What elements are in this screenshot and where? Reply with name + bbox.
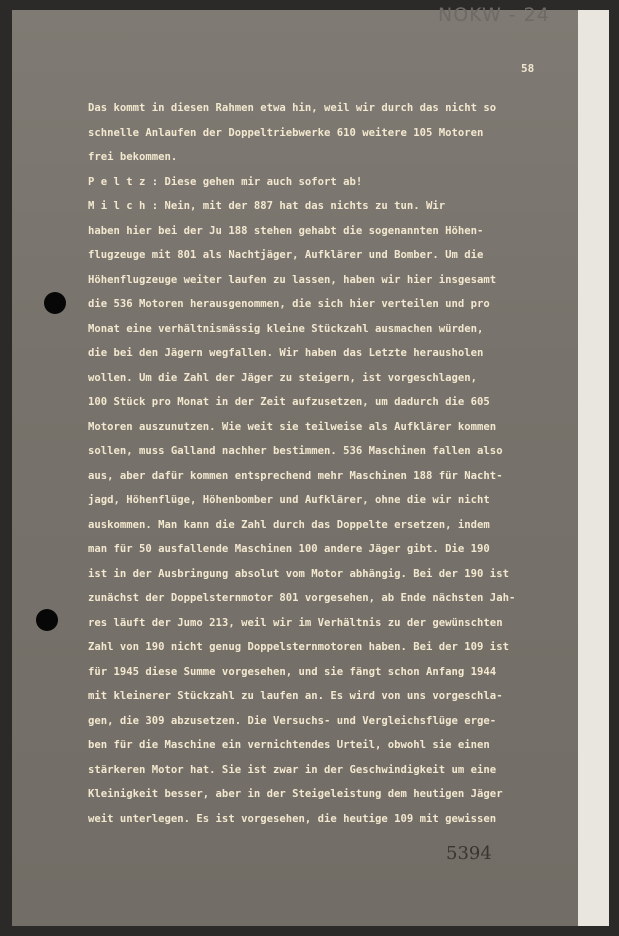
- text-line: die 536 Motoren herausgenommen, die sich hier verteilen und pro: [88, 298, 490, 310]
- text-line: sollen, muss Galland nachher bestimmen. 536 Maschinen fallen also: [88, 445, 503, 457]
- text-line: ist in der Ausbringung absolut vom Motor abhängig. Bei der 190 ist: [88, 567, 509, 580]
- text-line: die bei den Jägern wegfallen. Wir haben das Letzte herausholen: [88, 347, 484, 359]
- text-line: auskommen. Man kann die Zahl durch das Doppelte ersetzen, indem: [88, 518, 490, 531]
- text-line: flugzeuge mit 801 als Nachtjäger, Aufklärer und Bomber. Um die: [88, 249, 484, 261]
- text-line: Monat eine verhältnismässig kleine Stückzahl ausmachen würden,: [88, 322, 484, 335]
- text-line: mit kleinerer Stückzahl zu laufen an. Es wird von uns vorgeschla-: [88, 690, 503, 702]
- text-line: Das kommt in diesen Rahmen etwa hin, weil wir durch das nicht so: [88, 102, 497, 114]
- page-number: 58: [521, 62, 535, 75]
- text-line: Höhenflugzeuge weiter laufen zu lassen, haben wir hier insgesamt: [88, 273, 497, 286]
- text-line: man für 50 ausfallende Maschinen 100 andere Jäger gibt. Die 190: [88, 543, 490, 555]
- text-line: wollen. Um die Zahl der Jäger zu steigern, ist vorgeschlagen,: [88, 371, 478, 384]
- text-line: weit unterlegen. Es ist vorgesehen, die heutige 109 mit gewissen: [88, 812, 497, 825]
- text-line: Kleinigkeit besser, aber in der Steigeleistung dem heutigen Jäger: [88, 788, 503, 800]
- text-line: ben für die Maschine ein vernichtendes Urteil, obwohl sie einen: [88, 739, 490, 751]
- text-line: zunächst der Doppelsternmotor 801 vorgesehen, ab Ende nächsten Jah-: [88, 592, 516, 604]
- text-line: haben hier bei der Ju 188 stehen gehabt die sogenannten Höhen-: [88, 224, 484, 237]
- text-line: stärkeren Motor hat. Sie ist zwar in der Geschwindigkeit um eine: [88, 763, 497, 776]
- archive-reference: NOKW - 24: [438, 4, 550, 26]
- text-line: frei bekommen.: [88, 151, 178, 163]
- text-line: gen, die 309 abzusetzen. Die Versuchs- und Vergleichsflüge erge-: [88, 714, 497, 727]
- text-line: res läuft der Jumo 213, weil wir im Verhältnis zu der gewünschten: [88, 616, 503, 629]
- paper-edge-strip: [577, 10, 609, 926]
- document-stamp-number: 5394: [446, 843, 492, 864]
- text-line: schnelle Anlaufen der Doppeltriebwerke 610 weitere 105 Motoren: [88, 126, 484, 139]
- text-line: jagd, Höhenflüge, Höhenbomber und Aufklärer, ohne die wir nicht: [88, 494, 490, 506]
- punch-hole-bottom: [36, 609, 58, 631]
- text-line: aus, aber dafür kommen entsprechend mehr Maschinen 188 für Nacht-: [88, 469, 503, 482]
- text-line: Motoren auszunutzen. Wie weit sie teilweise als Aufklärer kommen: [88, 420, 497, 433]
- text-line: P e l t z : Diese gehen mir auch sofort ab!: [88, 175, 363, 188]
- text-line: Zahl von 190 nicht genug Doppelsternmotoren haben. Bei der 109 ist: [88, 641, 509, 653]
- document-body: [88, 96, 578, 831]
- text-line: 100 Stück pro Monat in der Zeit aufzusetzen, um dadurch die 605: [88, 396, 490, 408]
- text-line: M i l c h : Nein, mit der 887 hat das nichts zu tun. Wir: [88, 200, 446, 212]
- punch-hole-top: [44, 292, 66, 314]
- text-line: für 1945 diese Summe vorgesehen, und sie fängt schon Anfang 1944: [88, 665, 497, 678]
